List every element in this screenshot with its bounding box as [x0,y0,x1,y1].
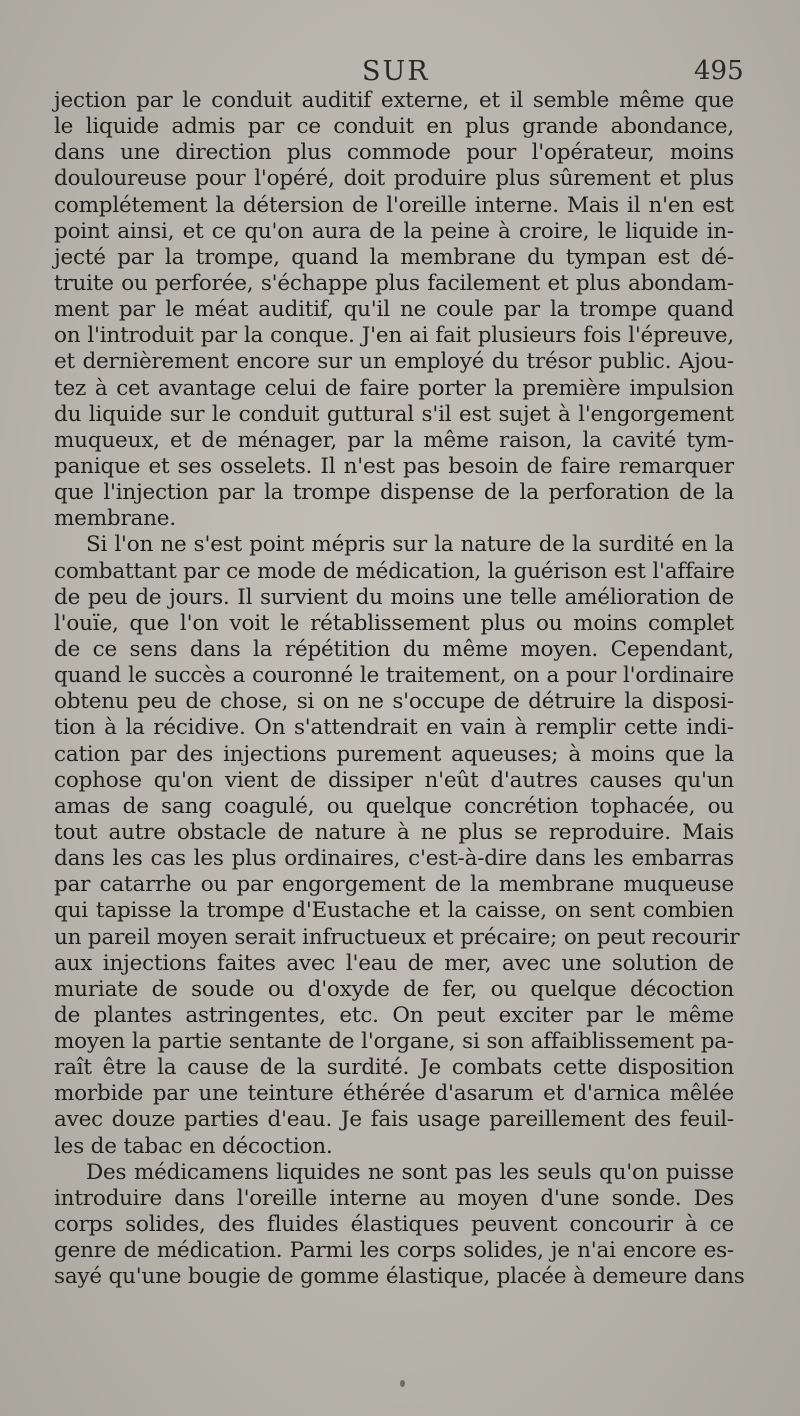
text-line: obtenu peu de chose, si on ne s'occupe de détruire la disposi- [54,689,734,715]
text-line: cation par des injections purement aqueuses; à moins que la [54,741,734,767]
text-line: tion à la récidive. On s'attendrait en vain à remplir cette indi- [54,715,734,741]
text-line: sayé qu'une bougie de gomme élastique, placée à demeure dans [54,1264,745,1290]
page-header [0,52,800,92]
text-line: dans une direction plus commode pour l'opérateur, moins [54,140,734,166]
text-line: panique et ses osselets. Il n'est pas besoin de faire remarquer [54,453,734,479]
text-line: tout autre obstacle de nature à ne plus se reproduire. Mais [54,819,734,845]
text-line: tez à cet avantage celui de faire porter la première impulsion [54,375,734,401]
text-line: avec douze parties d'eau. Je fais usage pareillement des feuil- [54,1107,734,1133]
page-number: 495 [694,56,744,86]
text-line: membrane. [54,506,176,532]
paragraph [54,1159,745,1291]
text-line: complétement la détersion de l'oreille interne. Mais il n'en est [54,192,734,218]
text-line: amas de sang coagulé, ou quelque concrétion tophacée, ou [54,793,734,819]
text-line: de ce sens dans la répétition du même moyen. Cependant, [54,636,734,662]
text-line: ment par le méat auditif, qu'il ne coule par la trompe quand [54,297,734,323]
text-line: du liquide sur le conduit guttural s'il est sujet à l'engorgement [54,401,734,427]
text-line: jection par le conduit auditif externe, et il semble même que [54,88,734,113]
text-line: l'ouïe, que l'on voit le rétablissement plus ou moins complet [54,610,734,636]
text-line: aux injections faites avec l'eau de mer, avec une solution de [54,950,734,976]
text-line: par catarrhe ou par engorgement de la membrane muqueuse [54,872,734,898]
text-line: raît être la cause de la surdité. Je combats cette disposition [54,1055,734,1081]
text-line: on l'introduit par la conque. J'en ai fait plusieurs fois l'épreuve, [54,323,734,349]
paragraph [54,532,740,1159]
text-line: point ainsi, et ce qu'on aura de la peine à croire, le liquide in- [54,218,734,244]
text-line: introduire dans l'oreille interne au moyen d'une sonde. Des [54,1185,734,1211]
text-line: genre de médication. Parmi les corps solides, je n'ai encore es- [54,1238,734,1264]
text-line: morbide par une teinture éthérée d'asarum et d'arnica mêlée [54,1081,734,1107]
text-line: douloureuse pour l'opéré, doit produire plus sûrement et plus [54,166,734,192]
text-line: combattant par ce mode de médication, la guérison est l'affaire [54,558,735,584]
text-line: moyen la partie sentante de l'organe, si son affaiblissement pa- [54,1029,734,1055]
text-line: Des médicamens liquides ne sont pas les seuls qu'on puisse [86,1159,734,1185]
text-line: dans les cas les plus ordinaires, c'est-à-dire dans les embarras [54,846,734,872]
text-line: le liquide admis par ce conduit en plus grande abondance, [54,114,734,140]
text-line: qui tapisse la trompe d'Eustache et la caisse, on sent combien [54,898,734,924]
text-line: muqueux, et de ménager, par la même raison, la cavité tym- [54,427,734,453]
text-line: cophose qu'on vient de dissiper n'eût d'autres causes qu'un [54,767,734,793]
ink-smudge [400,1380,405,1387]
text-line: de peu de jours. Il survient du moins une telle amélioration de [54,584,734,610]
text-line: de plantes astringentes, etc. On peut exciter par le même [54,1002,734,1028]
text-line: truite ou perforée, s'échappe plus facilement et plus abondam- [54,270,734,296]
text-line: les de tabac en décoction. [54,1133,333,1159]
running-title: SUR [362,56,430,87]
text-line: et dernièrement encore sur un employé du trésor public. Ajou- [54,349,734,375]
text-line: corps solides, des fluides élastiques peuvent concourir à ce [54,1212,734,1238]
text-line: un pareil moyen serait infructueux et précaire; on peut recourir [54,924,740,950]
text-line: jecté par la trompe, quand la membrane du tympan est dé- [54,244,734,270]
text-line: muriate de soude ou d'oxyde de fer, ou quelque décoction [54,976,734,1002]
paragraph [54,88,734,532]
text-line: quand le succès a couronné le traitement, on a pour l'ordinaire [54,663,734,689]
body-text [54,88,745,1290]
text-line: Si l'on ne s'est point mépris sur la nature de la surdité en la [86,532,734,558]
text-line: que l'injection par la trompe dispense de la perforation de la [54,480,734,506]
